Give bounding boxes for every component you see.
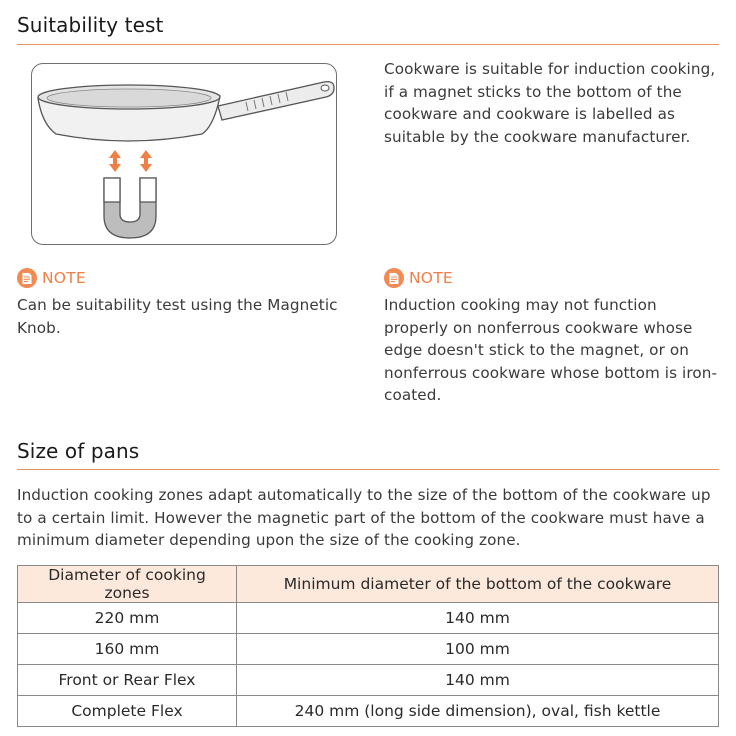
pans-description: Induction cooking zones adapt automatically to the size of the bottom of the cookware up to a certain limit. However the magnetic part of the bottom of the cookware must have a minimum diameter depending upon the size of the cooking zone. — [17, 486, 711, 550]
cell-zone: 220 mm — [18, 603, 237, 634]
table-row — [18, 603, 719, 634]
note-left-text: Can be suitability test using the Magnetic Knob. — [17, 296, 338, 337]
cell-zone: Front or Rear Flex — [18, 665, 237, 696]
cell-min: 140 mm — [237, 665, 719, 696]
header-min-diameter: Minimum diameter of the bottom of the cookware — [237, 566, 719, 603]
pans-title: Size of pans — [17, 439, 140, 463]
note-right-label: NOTE — [409, 269, 453, 287]
pan-size-table — [17, 565, 719, 727]
suitability-rule — [17, 44, 719, 45]
note-right-header — [384, 268, 453, 288]
pan-magnet-illustration — [32, 64, 338, 246]
cell-zone: Complete Flex — [18, 696, 237, 727]
suitability-description: Cookware is suitable for induction cooking, if a magnet sticks to the bottom of the cookware and cookware is labelled as suitable by the cookware manufacturer. — [384, 60, 716, 146]
cell-min: 100 mm — [237, 634, 719, 665]
header-zone-diameter: Diameter of cooking zones — [18, 566, 237, 603]
pan-magnet-figure — [31, 63, 337, 245]
note-document-icon — [384, 268, 404, 288]
cell-min: 140 mm — [237, 603, 719, 634]
note-left-header — [17, 268, 86, 288]
note-right-text: Induction cooking may not function properly on nonferrous cookware whose edge doesn't stick to the magnet, or on nonferrous cookware whose bottom is iron-coated. — [384, 296, 718, 405]
table-header-row — [18, 566, 719, 603]
cell-zone: 160 mm — [18, 634, 237, 665]
table-row — [18, 665, 719, 696]
cell-min: 240 mm (long side dimension), oval, fish kettle — [237, 696, 719, 727]
table-row — [18, 634, 719, 665]
note-left-label: NOTE — [42, 269, 86, 287]
note-document-icon — [17, 268, 37, 288]
pans-rule — [17, 469, 719, 470]
table-row — [18, 696, 719, 727]
suitability-title: Suitability test — [17, 13, 164, 37]
